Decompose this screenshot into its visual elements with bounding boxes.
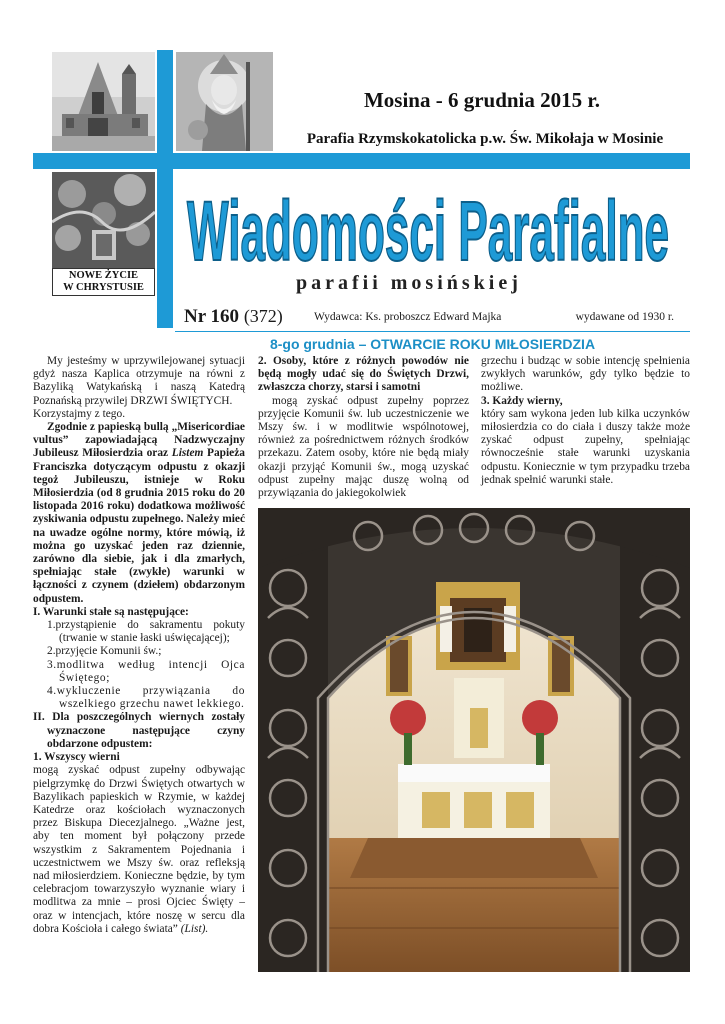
masthead-title [183,182,673,272]
published-since: wydawane od 1930 r. [575,311,674,323]
new-life-badge [52,268,155,296]
issue-number-alt: (372) [243,306,283,326]
paragraph-bull [33,421,245,606]
paragraph-part-italic: (List). [180,922,209,935]
article-column-3 [481,355,690,487]
church-photo [52,52,155,151]
badge-line-1: NOWE ŻYCIE [68,270,139,281]
section-heading: 1. Wszyscy wierni [33,751,120,764]
section-heading: 3. Każdy wierny, [481,394,563,407]
article-column-2 [258,355,469,500]
badge-line-2: W CHRYSTUSIE [63,282,144,293]
paragraph: My jesteśmy w uprzywilejowanej sytuacji gdyż nasza Kaplica otrzymuje na równi z Bazyliką Watykańską i naszą Katedrą Poznańską przywilej DRZWI ŚWIĘTYCH. [33,355,245,407]
list-item: 4.wykluczenie przywiązania do wszelkiego grzechu nawet lekkiego. [47,685,245,711]
list-item: 2.przyjęcie Komunii św.; [47,645,162,658]
issue-number [184,306,283,328]
paragraph: który sam wykona jeden lub kilka uczynków miłosierdzia co do ciała i duszy także może zyskać odpust zupełny, spełniając równocześnie stałe warunki uzyskania odpustu. Koniecznie w tym przypadku trzeba jednak spełnić warunki stałe. [481,407,690,486]
section-heading: II. Dla poszczególnych wiernych zostały wyznaczone następujące czyny obdarzone odpustem: [33,711,245,750]
chapel-altar-photo [258,508,690,972]
paragraph-part: Zgodnie z papieską bullą „Misericordiae vultus” zapowiadającą Nadzwyczajny Jubileusz Miłosierdzia oraz [33,421,245,460]
list-item: 3.modlitwa według intencji Ojca Świętego; [47,658,245,684]
issue-date: Mosina - 6 grudnia 2015 r. [363,88,601,112]
paragraph: Korzystajmy z tego. [33,407,126,420]
parish-name: Parafia Rzymskokatolicka p.w. Św. Mikołaja w Mosinie [306,131,664,147]
publisher: Wydawca: Ks. proboszcz Edward Majka [314,311,502,323]
paragraph: mogą zyskać odpust zupełny poprzez przyjęcie Komunii św. lub uczestniczenie we Mszy św. i w modlitwie wspólnotowej, również za pośrednictwem różnych środków przekazu. Zatem osoby, które nie będą miały okazji przyjąć Komunii św., mogą uzyskać odpust zupełny mając duszę wolną od przywiązania do jakiegokolwiek [258,394,469,500]
masthead-subtitle: parafii mosińskiej [296,272,522,294]
paragraph: grzechu i budząc w sobie intencję spełnienia zwykłych warunków, gdy tylko będzie to możliwe. [481,355,690,394]
blue-cross-horizontal-bar [33,153,690,169]
list-item: 1.przystąpienie do sakramentu pokuty (trwanie w stanie łaski uświęcającej); [47,619,245,645]
blue-cross-vertical-bar [157,50,173,328]
paragraph [33,764,245,936]
issue-info-row [178,306,688,328]
saint-nicholas-image [176,52,273,151]
section-heading: I. Warunki stałe są następujące: [33,605,189,618]
article-column-1 [33,355,245,936]
paragraph-part: Papieża Franciszka dotyczącym odpustu z okazji tegoż Jubileuszu, istnieje w Roku Miłosierdzia (od 8 grudnia 2015 roku do 20 listopada 2016 roku) dodatkowa możliwość zyskiwania odpustu zupełnego. Należy mieć na uwadze ogólne normy, które mówią, iż można go uzyskać jeden raz dziennie, zarówno dla siebie, jak i dla zmarłych, spełniając stałe (zwykłe) warunki w łączności z czynem (dziełem) obdarzonym odpustem. [33,447,245,605]
article-headline: 8-go grudnia – OTWARCIE ROKU MIŁOSIERDZIA [269,336,596,352]
paragraph-part-italic: Listem [171,447,204,460]
paragraph-part: mogą zyskać odpust zupełny odbywając pielgrzymkę do Drzwi Świętych otwartych w Bazylikach papieskich w Rzymie, w każdej Katedrze oraz kościołach wyznaczonych przez Biskupa Diecezjalnego. „Ważne jest, aby ten moment był połączony przede wszystkim z Sakramentem Pojednania i uczestnictwem we Mszy św. oraz refleksją nad miłosierdziem. Konieczne będzie, by tym celebracjom towarzyszyło wyznanie wiary i modlitwa za mnie – prosi Ojciec Święty – oraz w intencjach, które noszę w sercu dla dobra Kościoła i całego świata” [33,764,245,935]
header-divider [175,331,690,332]
masthead-title-text: Wiadomości Parafialne [187,184,669,272]
grapevine-image [52,172,155,272]
section-heading: 2. Osoby, które z różnych powodów nie będą mogły udać się do Świętych Drzwi, zwłaszcza chorzy, starsi i samotni [258,355,469,394]
issue-number-main: Nr 160 [184,306,240,327]
